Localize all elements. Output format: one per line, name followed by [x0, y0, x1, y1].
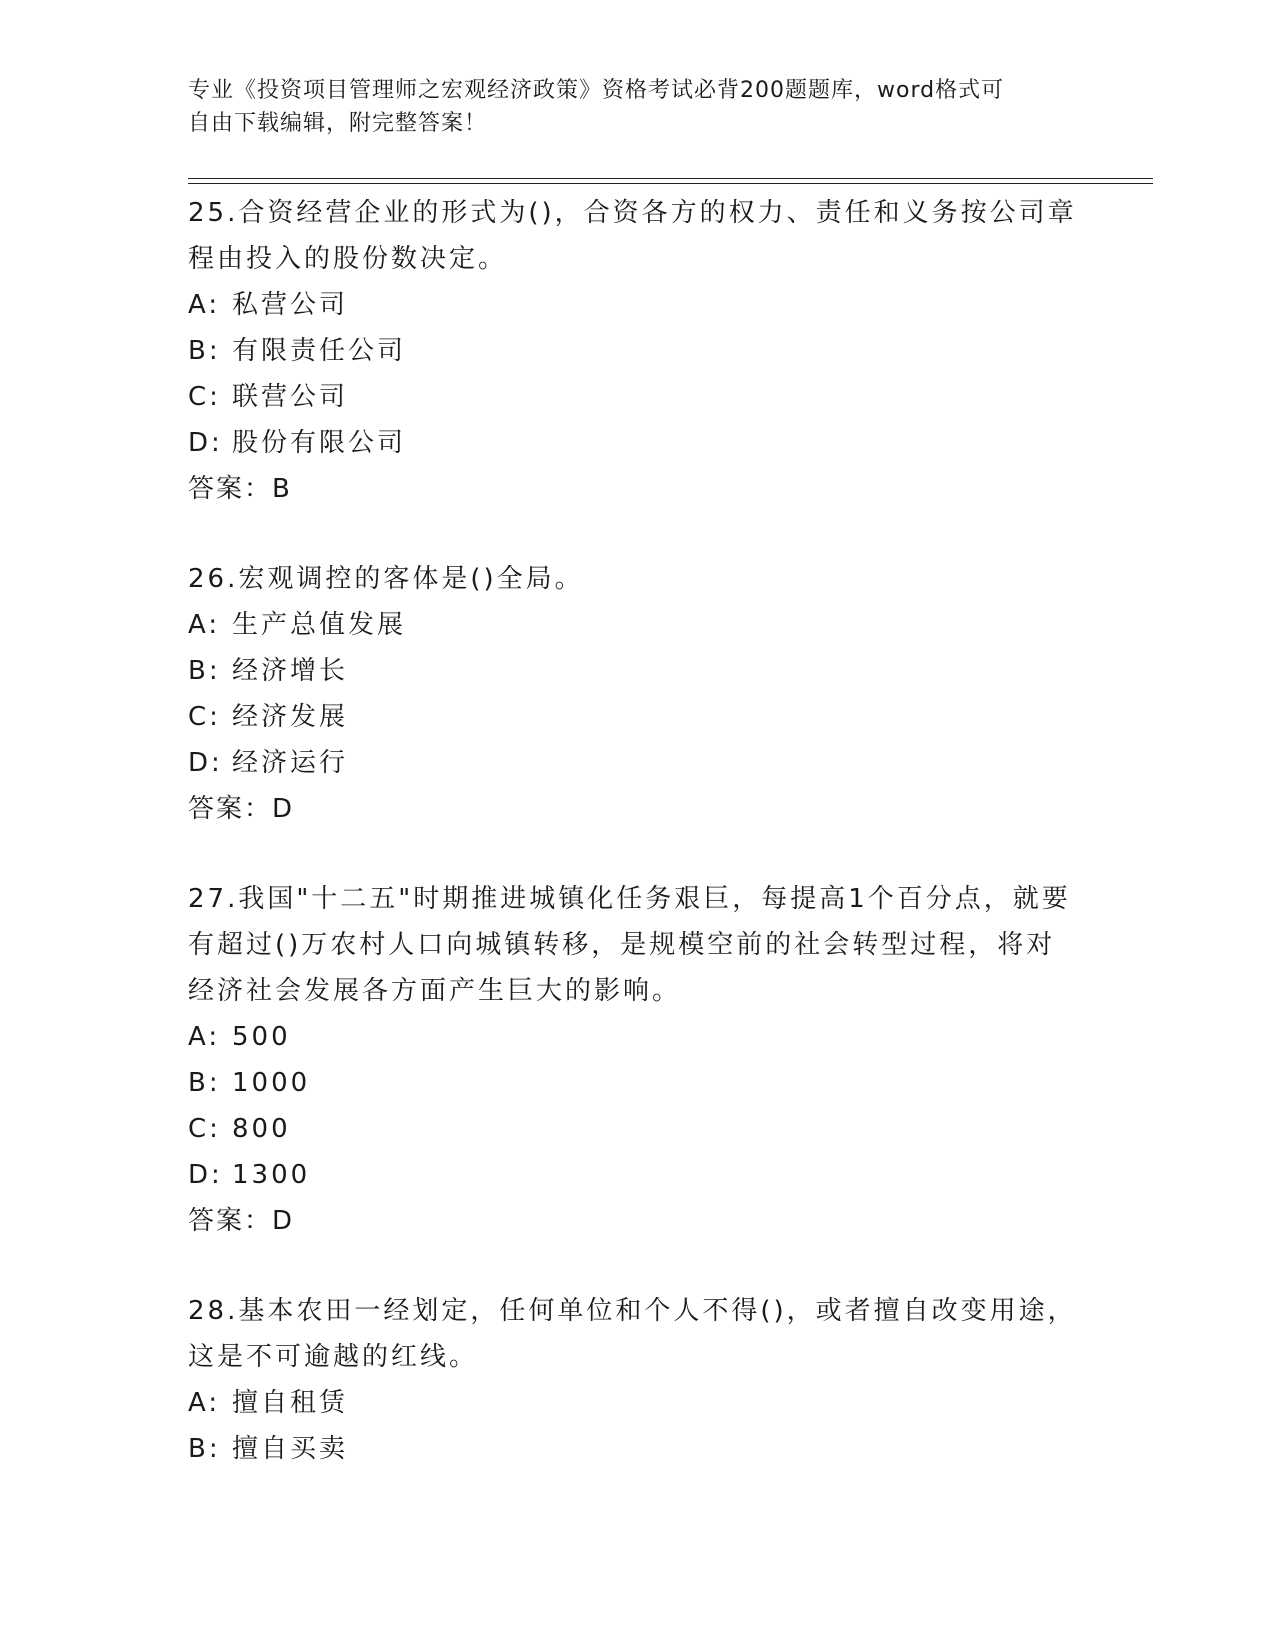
option-text: 经济增长 — [232, 656, 349, 686]
header-title-line-2: 自由下载编辑，附完整答案！ — [188, 111, 488, 136]
question-list — [188, 190, 1088, 1516]
option-b — [188, 1060, 1088, 1106]
option-text: 私营公司 — [232, 290, 349, 320]
option-text: 擅自买卖 — [232, 1434, 349, 1464]
question-text-line: 程由投入的股份数决定。 — [188, 244, 508, 274]
option-text: 生产总值发展 — [232, 610, 407, 640]
question-text-line: 28.基本农田一经划定，任何单位和个人不得()，或者擅自改变用途， — [188, 1296, 1077, 1326]
header-divider-bottom — [188, 183, 1153, 184]
option-a — [188, 1380, 1088, 1426]
option-letter: A: — [188, 290, 221, 320]
option-letter: B: — [188, 656, 221, 686]
option-text: 经济运行 — [232, 748, 349, 778]
question-28 — [188, 1288, 1088, 1472]
question-text-line: 27.我国"十二五"时期推进城镇化任务艰巨，每提高1个百分点，就要 — [188, 884, 1071, 914]
option-b — [188, 1426, 1088, 1472]
option-text: 联营公司 — [232, 382, 349, 412]
header-title-line-1: 专业《投资项目管理师之宏观经济政策》资格考试必背200题题库，word格式可 — [188, 78, 1005, 103]
option-letter: B: — [188, 336, 221, 366]
option-letter: D: — [188, 428, 223, 458]
answer: 答案：D — [188, 1206, 295, 1236]
question-text-line: 26.宏观调控的客体是()全局。 — [188, 564, 584, 594]
option-a — [188, 1014, 1088, 1060]
option-letter: D: — [188, 748, 223, 778]
option-b — [188, 328, 1088, 374]
option-d — [188, 740, 1088, 786]
question-26 — [188, 556, 1088, 832]
option-text: 800 — [232, 1114, 291, 1144]
option-letter: B: — [188, 1068, 221, 1098]
option-letter: A: — [188, 610, 221, 640]
option-c — [188, 374, 1088, 420]
question-text-line: 经济社会发展各方面产生巨大的影响。 — [188, 976, 682, 1006]
option-d — [188, 1152, 1088, 1198]
option-c — [188, 694, 1088, 740]
option-letter: D: — [188, 1160, 223, 1190]
option-text: 股份有限公司 — [232, 428, 407, 458]
option-a — [188, 282, 1088, 328]
option-letter: B: — [188, 1434, 221, 1464]
option-letter: A: — [188, 1022, 221, 1052]
question-text-line: 25.合资经营企业的形式为()，合资各方的权力、责任和义务按公司章 — [188, 198, 1077, 228]
option-letter: A: — [188, 1388, 221, 1418]
question-text-line: 有超过()万农村人口向城镇转移，是规模空前的社会转型过程，将对 — [188, 930, 1056, 960]
option-letter: C: — [188, 1114, 221, 1144]
document-header — [188, 74, 1068, 140]
option-text: 500 — [232, 1022, 291, 1052]
question-25 — [188, 190, 1088, 512]
option-text: 经济发展 — [232, 702, 349, 732]
answer: 答案：B — [188, 474, 292, 504]
option-text: 1300 — [232, 1160, 311, 1190]
option-text: 擅自租赁 — [232, 1388, 349, 1418]
answer: 答案：D — [188, 794, 295, 824]
question-text-line: 这是不可逾越的红线。 — [188, 1342, 479, 1372]
option-text: 1000 — [232, 1068, 311, 1098]
option-text: 有限责任公司 — [232, 336, 407, 366]
option-a — [188, 602, 1088, 648]
option-letter: C: — [188, 702, 221, 732]
option-letter: C: — [188, 382, 221, 412]
question-27 — [188, 876, 1088, 1244]
option-c — [188, 1106, 1088, 1152]
option-d — [188, 420, 1088, 466]
option-b — [188, 648, 1088, 694]
header-divider-top — [188, 178, 1153, 179]
